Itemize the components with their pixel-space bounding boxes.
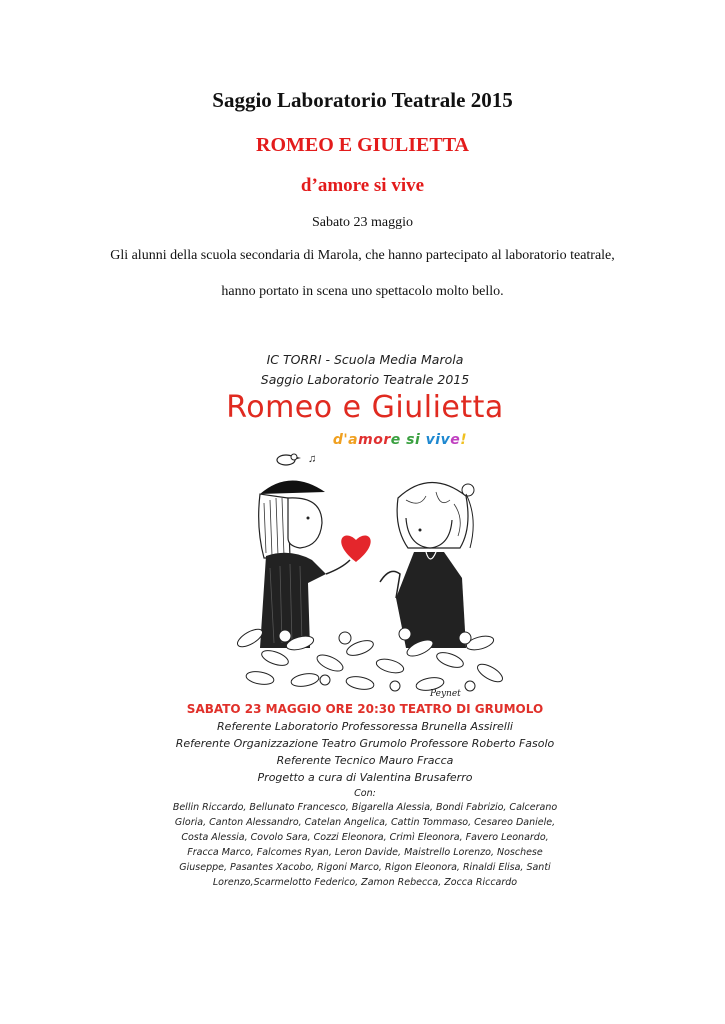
paragraph-line-2: hanno portato in scena uno spettacolo molto bello. bbox=[221, 284, 504, 299]
poster-tagline-part: e bbox=[450, 432, 461, 448]
event-poster bbox=[160, 348, 570, 888]
music-notes-icon: ♫ bbox=[308, 453, 317, 465]
document-subtitle: ROMEO E GIULIETTA bbox=[256, 134, 469, 156]
poster-cast-label: Con: bbox=[354, 788, 376, 799]
poster-event: Saggio Laboratorio Teatrale 2015 bbox=[260, 372, 470, 387]
document-title: Saggio Laboratorio Teatrale 2015 bbox=[212, 88, 513, 112]
poster-schedule: SABATO 23 MAGGIO ORE 20:30 TEATRO DI GRUMOLO bbox=[186, 702, 544, 716]
poster-tagline-part: mor bbox=[358, 432, 391, 448]
poster-credit-2: Referente Organizzazione Teatro Grumolo Professore Roberto Fasolo bbox=[175, 737, 555, 750]
poster-credit-3: Referente Tecnico Mauro Fracca bbox=[276, 754, 454, 767]
poster-school: IC TORRI - Scuola Media Marola bbox=[266, 352, 464, 367]
poster-tagline bbox=[300, 432, 500, 448]
document-tagline: d’amore si vive bbox=[300, 175, 425, 196]
poster-cast-list: Bellin Riccardo, Bellunato Francesco, Bigarella Alessia, Bondi Fabrizio, Calcerano Gloria, Canton Alessandro, Catelan Angelica, Cattin Tommaso, Cesareo Daniele, Costa Alessia, Covolo Sara, Cozzi Eleonora, Crimì Eleonora, Favero Leonardo, Fracca Marco, Falcomes Ryan, Leron Davide, Maistrello Lorenzo, Noschese Giuseppe, Pasantes Xacobo, Rigoni Marco, Rigon Eleonora, Rinaldi Elisa, Santi Lorenzo,Scarmelotto Federico, Zamon Rebecca, Zocca Riccardo bbox=[172, 802, 558, 888]
poster-credit-1: Referente Laboratorio Professoressa Brunella Assirelli bbox=[217, 720, 513, 733]
poster-play-title: Romeo e Giulietta bbox=[226, 390, 504, 425]
poster-tagline-part: e si bbox=[390, 432, 421, 448]
poster-tagline-part: d'a bbox=[332, 432, 359, 448]
poster-tagline-part: ! bbox=[460, 432, 468, 448]
document-date: Sabato 23 maggio bbox=[311, 215, 414, 230]
paragraph-line-1: Gli alunni della scuola secondaria di Marola, che hanno partecipato al laboratorio teatrale, bbox=[110, 248, 615, 263]
bird-icon bbox=[277, 454, 301, 465]
poster-tagline-part: viv bbox=[420, 432, 451, 448]
heart-icon bbox=[341, 536, 370, 562]
romeo-hat bbox=[260, 480, 325, 494]
poster-credit-4: Progetto a cura di Valentina Brusaferro bbox=[257, 771, 473, 784]
romeo-juliet-illustration bbox=[230, 448, 510, 698]
artist-signature: Peynet bbox=[430, 689, 461, 698]
